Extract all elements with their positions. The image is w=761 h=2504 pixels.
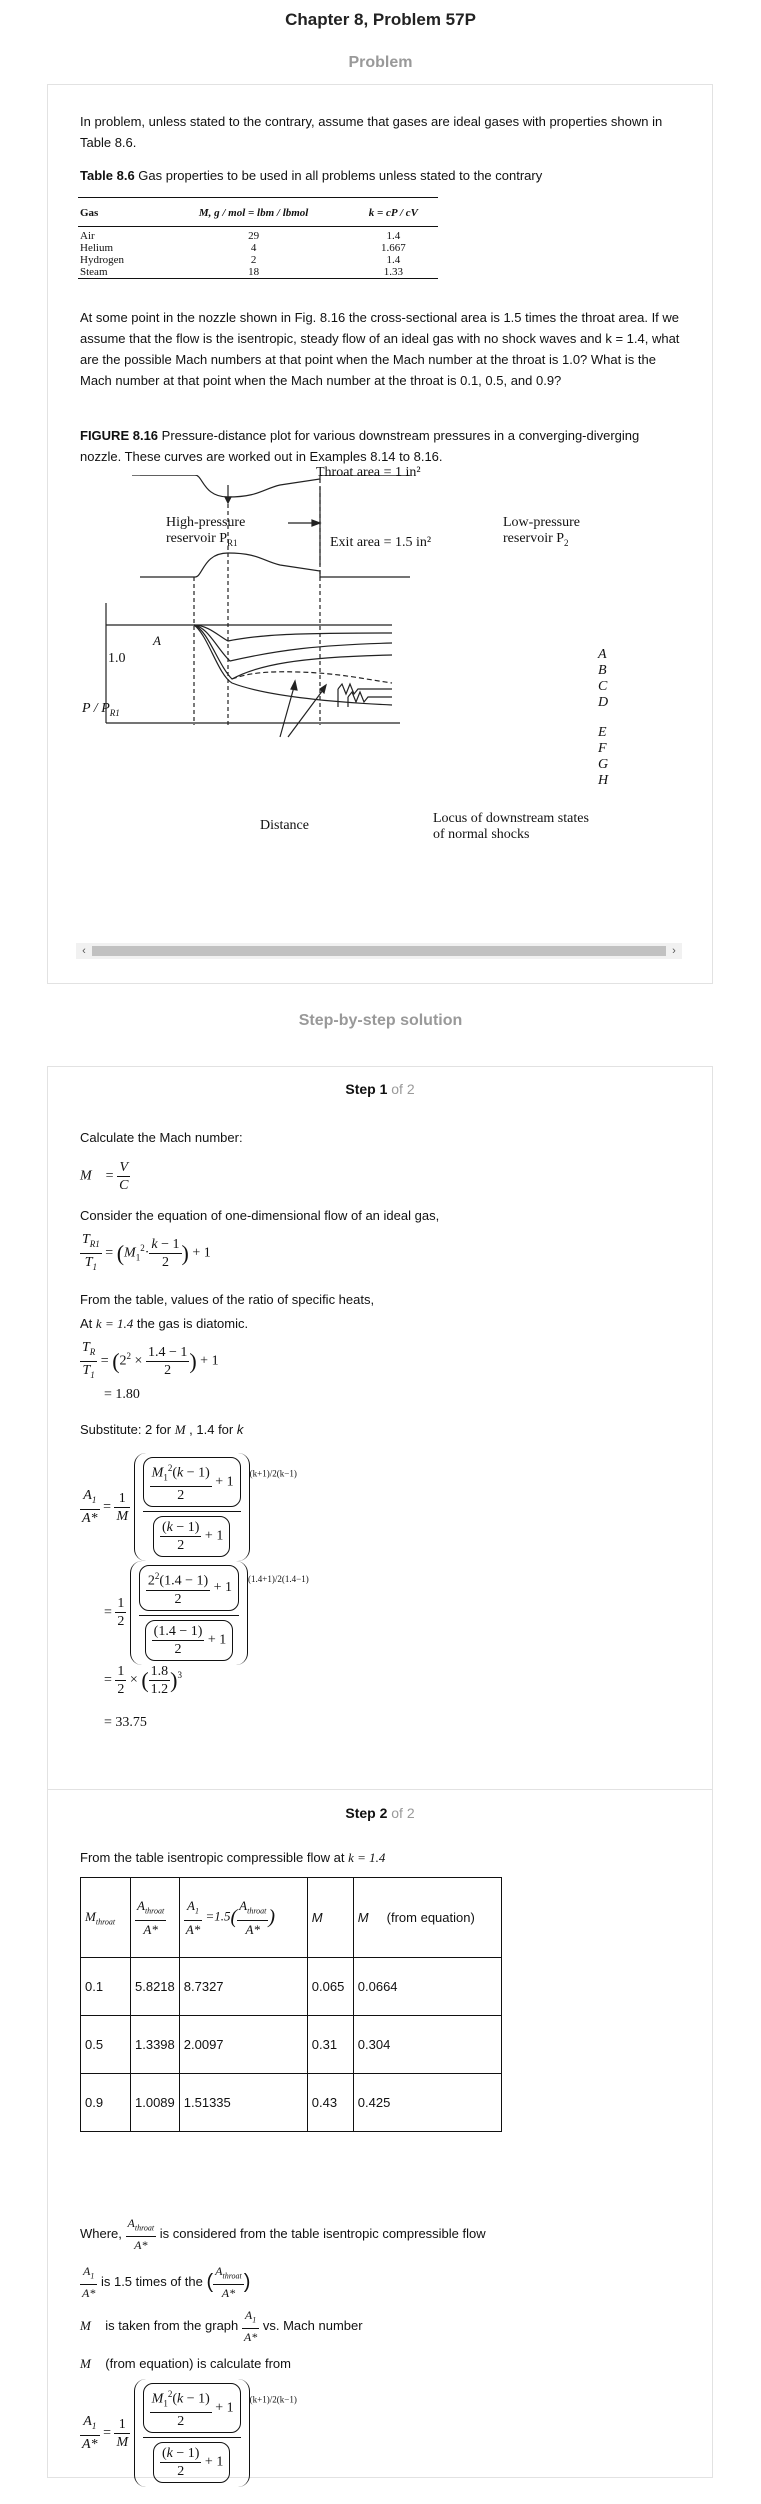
molar-mass-col-header: M, g / mol = lbm / lbmol [158, 198, 348, 227]
exit-arrowhead [312, 520, 320, 526]
k-value: 1.667 [381, 242, 406, 254]
scroll-right-icon[interactable]: › [672, 945, 676, 957]
col-area-ratio: $\frac{A_{throat}}{A*}$ [131, 1878, 180, 1958]
curve-label-e: E [598, 725, 607, 740]
col-m-from-eq: M (from equation) [353, 1878, 501, 1958]
high-label-sub: R1 [227, 537, 238, 548]
high-label-line1: High-pressure [166, 515, 246, 530]
gas-properties-table [78, 197, 438, 279]
col-m-throat: $M_{throat}$ [81, 1878, 131, 1958]
high-label-text: reservoir P [166, 531, 228, 546]
temperature-ratio-substituted: $\frac{T_R}{T_1}$ = ($2^2$ × $\frac{1.4 - 1}{2}$ ) + 1 [82, 1340, 219, 1380]
step2-p1-math: k = 1.4 [348, 1850, 386, 1865]
cell-m: 0.065 [307, 1958, 353, 2016]
step1-of-total: of 2 [391, 1081, 415, 1097]
gas-name: Hydrogen [80, 254, 124, 266]
step1-p1: Calculate the Mach number: [80, 1130, 243, 1145]
curve-label-g: G [598, 757, 609, 772]
locus-arrowhead [291, 681, 297, 690]
cell-m-from-eq: 0.304 [353, 2016, 501, 2074]
table-row [81, 1958, 502, 2016]
figure-scrollbar[interactable] [76, 943, 682, 959]
cell-m-throat: 0.9 [81, 2074, 131, 2132]
y-axis-text: P / P [82, 701, 110, 716]
col-area-ratio-1: $\frac{A_1}{A*}$ =1.5( $\frac{A_{throat}}{A*}$ ) [179, 1878, 307, 1958]
gas-table-wrap [78, 197, 498, 287]
cell-m: 0.31 [307, 2016, 353, 2074]
table-row [78, 227, 438, 243]
where-rest: is considered from the table isentropic compressible flow [159, 2226, 486, 2242]
curve-label-d: D [598, 695, 609, 710]
m-symbol-2: M [80, 2356, 91, 2371]
step2-title: Step 2 [345, 1805, 388, 1821]
area-ratio-substituted: = $\frac{1}{2}$ $\frac{2^2(1.4 - 1)}{2}$ + 1 $\frac{(1.4 - 1)}{2}$ + 1 $^{(1.4+1)/2(1.4-1)}$ [104, 1561, 309, 1665]
high-pressure-label [166, 515, 245, 551]
cell-area-ratio: 1.0089 [131, 2074, 180, 2132]
molar-mass: 18 [158, 266, 348, 279]
curve-b [194, 625, 392, 641]
step1-p5-m: M [174, 1422, 186, 1437]
curve-label-a: A [598, 647, 607, 662]
cell-m-from-eq: 0.0664 [353, 1958, 501, 2016]
locus-arrowhead-2 [320, 685, 326, 693]
col-m-from-eq-suffix: (from equation) [386, 1910, 475, 1925]
step1-header [48, 1081, 712, 1097]
k-value: 1.4 [386, 230, 401, 242]
curve-e [232, 672, 392, 683]
isentropic-table [80, 1877, 502, 2132]
locus-line2: of normal shocks [433, 827, 530, 842]
step1-p5-k: k [236, 1422, 244, 1437]
figure-caption-label: FIGURE 8.16 [80, 428, 159, 443]
table-caption-text: Gas properties to be used in all problems unless stated to the contrary [134, 168, 543, 183]
cell-area-ratio-1: 1.51335 [179, 2074, 307, 2132]
step1-p4-post: the gas is diatomic. [136, 1316, 249, 1331]
table-row [81, 2016, 502, 2074]
figure-caption [80, 425, 682, 467]
k-col-header: k = cP / cV [349, 198, 438, 227]
temperature-ratio-equation: $\frac{T_{R1}}{T_1}$ = ($M_1^2\cdot$ $\frac{k - 1}{2}$ ) + 1 [82, 1232, 211, 1272]
area-ratio-equation: $\frac{A_1}{A*}$ = $\frac{1}{M}$ $\frac{M_1^2(k - 1)}{2}$ + 1 $\frac{(k - 1)}{2}$ + 1 $^{(k+1)/2(k-1)}$ [80, 1453, 297, 1561]
col-m: M [307, 1878, 353, 1958]
temperature-ratio-result: = 1.80 [104, 1387, 140, 1402]
step1-p5-b: , 1.4 for [189, 1422, 234, 1437]
step2-of-total: of 2 [391, 1805, 415, 1821]
area-ratio-equation-2: $\frac{A_1}{A*}$ = $\frac{1}{M}$ $\frac{M_1^2(k - 1)}{2}$ + 1 $\frac{(k - 1)}{2}$ + 1 $^{(k+1)/2(k-1)}$ [80, 2379, 297, 2487]
gas-name: Air [80, 230, 95, 242]
m-symbol: M [80, 2318, 91, 2334]
scrollbar-thumb[interactable] [92, 946, 666, 956]
nozzle-bottom-wall [140, 553, 410, 577]
step2-eq-note [80, 2353, 682, 2374]
low-label-line2 [503, 531, 580, 551]
table-row [78, 254, 438, 266]
nozzle-figure [48, 465, 712, 949]
low-label-text: reservoir P [503, 531, 565, 546]
problem-card [47, 84, 713, 984]
step2-ratio-note: $\frac{A_1}{A*}$ is 1.5 times of the ( $\frac{A_{throat}}{A*}$ ) [82, 2264, 251, 2301]
step1-p5-a: Substitute: 2 for [80, 1422, 172, 1437]
curve-label-h: H [598, 773, 609, 788]
curve-label-c: C [598, 679, 608, 694]
problem-intro: In problem, unless stated to the contrary, assume that gases are ideal gases with properties shown in Table 8.6. [80, 114, 663, 150]
cell-m: 0.43 [307, 2074, 353, 2132]
exit-area-label: Exit area = 1.5 in² [330, 535, 432, 550]
table-caption-label: Table 8.6 [80, 168, 135, 183]
taken-from-label: is taken from the graph [105, 2318, 239, 2334]
step1-p4 [80, 1313, 682, 1334]
gas-name: Steam [78, 266, 158, 279]
scroll-left-icon[interactable]: ‹ [82, 945, 86, 957]
step-divider [48, 1789, 712, 1790]
cell-m-from-eq: 0.425 [353, 2074, 501, 2132]
gas-col-header: Gas [78, 198, 158, 227]
table-caption [80, 165, 682, 186]
locus-label [433, 811, 589, 843]
step1-p2: Consider the equation of one-dimensional flow of an ideal gas, [80, 1208, 440, 1223]
step2-where: Where, $\frac{A_{throat}}{A*}$ is considered from the table isentropic compressible flow [80, 2216, 486, 2253]
cell-area-ratio-1: 2.0097 [179, 2016, 307, 2074]
curve-label-f: F [598, 741, 607, 756]
table-row [81, 2074, 502, 2132]
vs-mach-label: vs. Mach number [262, 2318, 363, 2334]
figure-caption-text: Pressure-distance plot for various downstream pressures in a converging-diverging nozzle. These curves are worked out in Examples 8.14 to 8.16. [80, 428, 640, 464]
solution-card [47, 1066, 713, 2478]
cell-area-ratio: 5.8218 [131, 1958, 180, 2016]
problem-question: At some point in the nozzle shown in Fig. 8.16 the cross-sectional area is 1.5 times the throat area. If we assume that the flow is the isentropic, steady flow of an ideal gas with no shock waves and k = 1.4, what are the possible Mach numbers at that point when the Mach number at the throat is 1.0? What is the Mach number at that point when the Mach number at the throat is 0.1, 0.5, and 0.9? [80, 310, 680, 388]
problem-heading: Problem [348, 54, 413, 71]
cell-area-ratio: 1.3398 [131, 2016, 180, 2074]
y-axis-label [82, 701, 120, 718]
step2-p1 [80, 1847, 682, 1868]
y-axis-sub: R1 [109, 707, 120, 718]
step1-p4-pre: At [80, 1316, 93, 1331]
low-label-line1: Low-pressure [503, 515, 580, 530]
cell-m-throat: 0.5 [81, 2016, 131, 2074]
shock-f [338, 684, 392, 694]
from-eq-label: (from equation) is calculate from [105, 2356, 291, 2371]
curve-h [194, 625, 392, 705]
throat-arrowhead [225, 497, 231, 503]
molar-mass: 4 [250, 242, 257, 254]
k-value: 1.33 [349, 266, 438, 279]
step2-graph-note: M is taken from the graph $\frac{A_1}{A*}$ vs. Mach number [80, 2308, 363, 2345]
molar-mass: 2 [250, 254, 257, 266]
molar-mass: 29 [248, 230, 260, 242]
x-axis-label: Distance [260, 818, 309, 833]
curve-labels [598, 647, 608, 789]
is-15-times-label: is 1.5 times of the [100, 2274, 203, 2290]
solution-heading: Step-by-step solution [298, 1012, 463, 1029]
y-value-one: 1.0 [108, 651, 126, 666]
low-label-sub: 2 [564, 537, 569, 548]
high-label-line2 [166, 531, 245, 551]
locus-line1: Locus of downstream states [433, 811, 589, 826]
step1-p4-math: k = 1.4 [95, 1316, 134, 1331]
throat-label: Throat area = 1 in² [316, 465, 421, 480]
curve-label-b: B [598, 663, 607, 678]
step2-header [48, 1805, 712, 1821]
step2-p1-pre: From the table isentropic compressible flow at [80, 1850, 345, 1865]
step1-p5 [80, 1419, 682, 1440]
table-row [78, 266, 438, 279]
gas-name: Helium [80, 242, 113, 254]
k-value: 1.4 [386, 254, 401, 266]
area-ratio-simplified: = $\frac{1}{2}$ × ( $\frac{1.8}{1.2}$ )$^3$ [104, 1664, 182, 1697]
area-ratio-result: = 33.75 [104, 1715, 147, 1730]
page-title: Chapter 8, Problem 57P [285, 10, 476, 29]
low-pressure-label [503, 515, 580, 551]
cell-area-ratio-1: 8.7327 [179, 1958, 307, 2016]
step1-title: Step 1 [345, 1081, 388, 1097]
cell-m-throat: 0.1 [81, 1958, 131, 2016]
table-row [78, 242, 438, 254]
point-a-label: A [153, 633, 161, 648]
step2-body [48, 1847, 712, 2487]
step1-p3: From the table, values of the ratio of specific heats, [80, 1292, 375, 1307]
where-label: Where, [80, 2226, 122, 2242]
mach-definition: M = $\frac{V}{C}$ [80, 1160, 129, 1193]
